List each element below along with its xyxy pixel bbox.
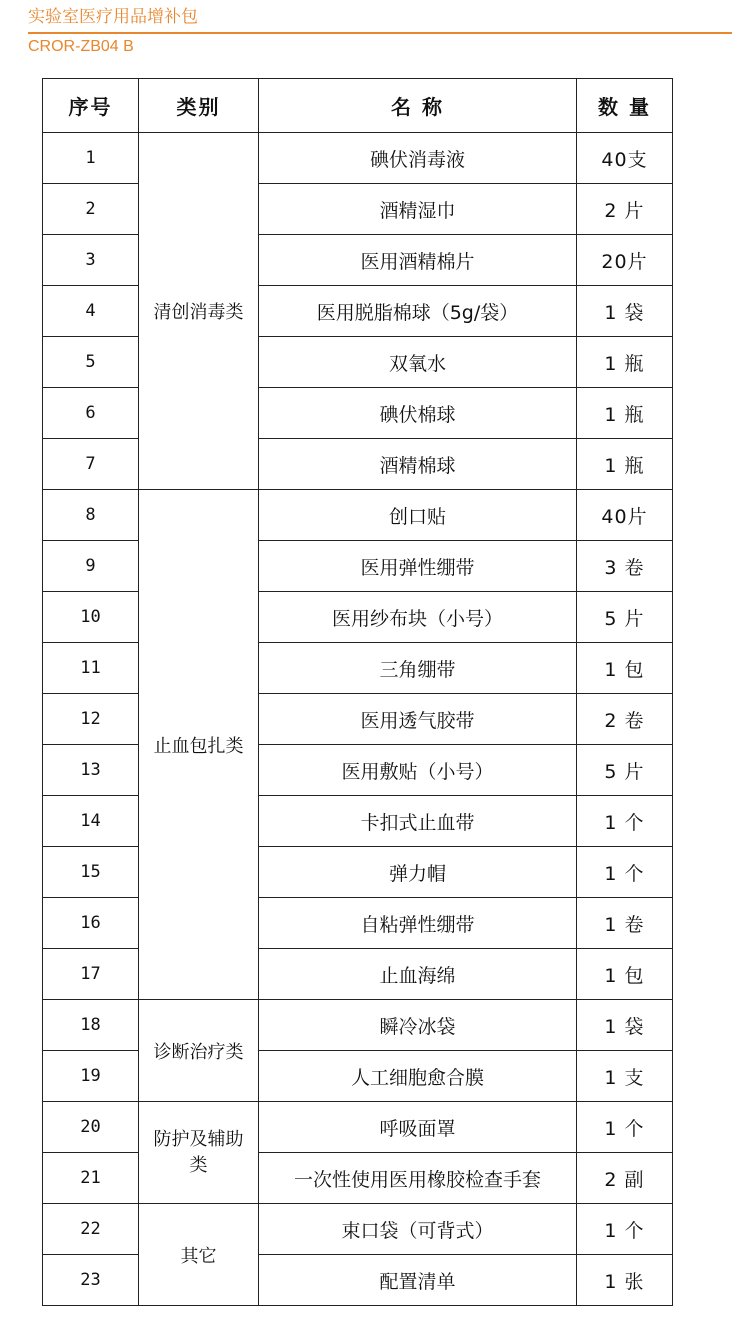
item-name: 医用弹性绷带 (259, 541, 577, 592)
item-number: 15 (43, 847, 139, 898)
item-number: 6 (43, 388, 139, 439)
item-name: 医用纱布块（小号） (259, 592, 577, 643)
table-row (43, 1153, 673, 1204)
table-row (43, 541, 673, 592)
item-quantity: 1 个 (577, 796, 673, 847)
item-name: 一次性使用医用橡胶检查手套 (259, 1153, 577, 1204)
item-name: 自粘弹性绷带 (259, 898, 577, 949)
item-number: 8 (43, 490, 139, 541)
table-row (43, 490, 673, 541)
table-row (43, 745, 673, 796)
item-number: 23 (43, 1255, 139, 1306)
item-name: 医用敷贴（小号） (259, 745, 577, 796)
item-quantity: 3 卷 (577, 541, 673, 592)
column-header-category: 类别 (139, 79, 259, 133)
item-quantity: 1 包 (577, 643, 673, 694)
item-name: 三角绷带 (259, 643, 577, 694)
item-number: 7 (43, 439, 139, 490)
table-header-row (43, 79, 673, 133)
item-number: 1 (43, 133, 139, 184)
item-quantity: 5 片 (577, 745, 673, 796)
item-quantity: 2 片 (577, 184, 673, 235)
item-name: 人工细胞愈合膜 (259, 1051, 577, 1102)
item-number: 16 (43, 898, 139, 949)
item-number: 21 (43, 1153, 139, 1204)
category-cell: 诊断治疗类 (139, 1000, 259, 1102)
table-row (43, 286, 673, 337)
item-number: 10 (43, 592, 139, 643)
table-row (43, 235, 673, 286)
item-name: 酒精湿巾 (259, 184, 577, 235)
item-name: 碘伏消毒液 (259, 133, 577, 184)
item-name: 碘伏棉球 (259, 388, 577, 439)
table-row (43, 1204, 673, 1255)
item-number: 9 (43, 541, 139, 592)
item-quantity: 1 支 (577, 1051, 673, 1102)
table-row (43, 694, 673, 745)
category-cell: 清创消毒类 (139, 133, 259, 490)
category-cell: 止血包扎类 (139, 490, 259, 1000)
item-quantity: 20片 (577, 235, 673, 286)
item-number: 17 (43, 949, 139, 1000)
item-number: 2 (43, 184, 139, 235)
item-quantity: 1 卷 (577, 898, 673, 949)
item-name: 医用透气胶带 (259, 694, 577, 745)
header-divider (28, 32, 732, 34)
table-row (43, 1000, 673, 1051)
item-quantity: 1 张 (577, 1255, 673, 1306)
item-name: 束口袋（可背式） (259, 1204, 577, 1255)
item-quantity: 1 瓶 (577, 337, 673, 388)
item-name: 医用酒精棉片 (259, 235, 577, 286)
item-name: 瞬冷冰袋 (259, 1000, 577, 1051)
item-quantity: 5 片 (577, 592, 673, 643)
item-name: 止血海绵 (259, 949, 577, 1000)
item-name: 弹力帽 (259, 847, 577, 898)
item-number: 19 (43, 1051, 139, 1102)
table-row (43, 439, 673, 490)
item-name: 创口贴 (259, 490, 577, 541)
category-cell: 其它 (139, 1204, 259, 1306)
item-name: 卡扣式止血带 (259, 796, 577, 847)
item-name: 双氧水 (259, 337, 577, 388)
item-name: 呼吸面罩 (259, 1102, 577, 1153)
product-code: CROR-ZB04 B (28, 38, 134, 55)
item-number: 13 (43, 745, 139, 796)
table-row (43, 133, 673, 184)
table-row (43, 1255, 673, 1306)
item-quantity: 40片 (577, 490, 673, 541)
table-row (43, 643, 673, 694)
item-number: 3 (43, 235, 139, 286)
item-number: 22 (43, 1204, 139, 1255)
item-quantity: 2 卷 (577, 694, 673, 745)
item-number: 14 (43, 796, 139, 847)
table-row (43, 184, 673, 235)
item-name: 配置清单 (259, 1255, 577, 1306)
table-row (43, 1102, 673, 1153)
item-quantity: 1 袋 (577, 1000, 673, 1051)
item-name: 医用脱脂棉球（5g/袋） (259, 286, 577, 337)
table-body (43, 133, 673, 1306)
document-title: 实验室医疗用品增补包 (28, 7, 198, 27)
table-row (43, 847, 673, 898)
table-row (43, 796, 673, 847)
item-number: 12 (43, 694, 139, 745)
document-header (28, 6, 732, 57)
item-quantity: 1 个 (577, 1204, 673, 1255)
table-row (43, 898, 673, 949)
item-quantity: 1 个 (577, 1102, 673, 1153)
table-row (43, 949, 673, 1000)
item-quantity: 1 瓶 (577, 439, 673, 490)
item-name: 酒精棉球 (259, 439, 577, 490)
item-number: 18 (43, 1000, 139, 1051)
table-row (43, 592, 673, 643)
item-quantity: 1 瓶 (577, 388, 673, 439)
column-header-number: 序号 (43, 79, 139, 133)
item-quantity: 40支 (577, 133, 673, 184)
item-number: 11 (43, 643, 139, 694)
table-row (43, 337, 673, 388)
item-number: 5 (43, 337, 139, 388)
item-quantity: 1 个 (577, 847, 673, 898)
item-quantity: 2 副 (577, 1153, 673, 1204)
category-cell: 防护及辅助类 (139, 1102, 259, 1204)
column-header-name: 名 称 (259, 79, 577, 133)
supply-list-table (42, 78, 673, 1306)
item-number: 20 (43, 1102, 139, 1153)
item-quantity: 1 袋 (577, 286, 673, 337)
column-header-quantity: 数 量 (577, 79, 673, 133)
item-quantity: 1 包 (577, 949, 673, 1000)
table-row (43, 1051, 673, 1102)
item-number: 4 (43, 286, 139, 337)
table-row (43, 388, 673, 439)
